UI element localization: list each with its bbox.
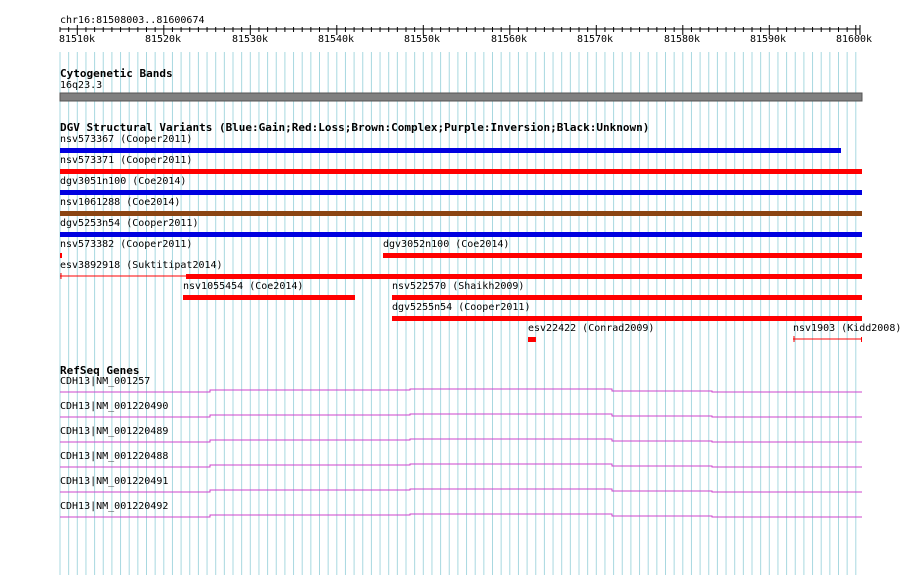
refseq-gene-label[interactable]: CDH13|NM_001257 bbox=[60, 376, 151, 387]
dgv-feature-bar bbox=[392, 295, 862, 300]
ruler-tick-label: 81510k bbox=[58, 34, 96, 45]
dgv-feature-bar bbox=[383, 253, 862, 258]
refseq-gene-line bbox=[60, 414, 862, 417]
refseq-gene-line bbox=[60, 514, 862, 517]
dgv-feature-label[interactable]: nsv522570 (Shaikh2009) bbox=[392, 281, 525, 292]
ruler-tick-label: 81580k bbox=[663, 34, 701, 45]
dgv-feature-label[interactable]: nsv1061288 (Coe2014) bbox=[60, 197, 181, 208]
dgv-feature-bar bbox=[186, 274, 862, 279]
dgv-feature-label[interactable]: nsv573367 (Cooper2011) bbox=[60, 134, 193, 145]
dgv-feature-label[interactable]: nsv573382 (Cooper2011) bbox=[60, 239, 193, 250]
dgv-feature-label[interactable]: nsv1055454 (Coe2014) bbox=[183, 281, 304, 292]
ruler-tick-label: 81570k bbox=[576, 34, 614, 45]
dgv-feature-bar bbox=[60, 211, 862, 216]
ruler-tick-label: 81550k bbox=[403, 34, 441, 45]
dgv-feature-bar bbox=[60, 190, 862, 195]
refseq-gene-line bbox=[60, 489, 862, 492]
refseq-gene-line bbox=[60, 439, 862, 442]
location-label: chr16:81508003..81600674 bbox=[60, 15, 205, 26]
refseq-gene-label[interactable]: CDH13|NM_001220490 bbox=[60, 401, 169, 412]
dgv-feature-label[interactable]: dgv5255n54 (Cooper2011) bbox=[392, 302, 531, 313]
refseq-gene-line bbox=[60, 464, 862, 467]
cytoband-track-title: Cytogenetic Bands bbox=[60, 67, 173, 80]
dgv-feature-label[interactable]: dgv5253n54 (Cooper2011) bbox=[60, 218, 199, 229]
ruler-tick-label: 81600k bbox=[835, 34, 873, 45]
dgv-feature-bar bbox=[183, 295, 355, 300]
cytoband-label: 16q23.3 bbox=[60, 80, 103, 91]
dgv-feature-bar bbox=[528, 337, 536, 342]
refseq-track-title: RefSeq Genes bbox=[60, 364, 140, 377]
ruler-tick-label: 81520k bbox=[144, 34, 182, 45]
refseq-gene-label[interactable]: CDH13|NM_001220492 bbox=[60, 501, 169, 512]
ruler-tick-label: 81590k bbox=[749, 34, 787, 45]
dgv-feature-label[interactable]: esv3892918 (Suktitipat2014) bbox=[60, 260, 223, 271]
ruler-tick-label: 81530k bbox=[231, 34, 269, 45]
dgv-feature-label[interactable]: nsv573371 (Cooper2011) bbox=[60, 155, 193, 166]
ruler-tick-label: 81560k bbox=[490, 34, 528, 45]
dgv-feature-label[interactable]: dgv3051n100 (Coe2014) bbox=[60, 176, 187, 187]
dgv-feature-end bbox=[861, 337, 862, 342]
cytoband-bar bbox=[60, 93, 862, 101]
dgv-feature-bar bbox=[60, 253, 62, 258]
refseq-gene-label[interactable]: CDH13|NM_001220489 bbox=[60, 426, 169, 437]
dgv-feature-label[interactable]: dgv3052n100 (Coe2014) bbox=[383, 239, 510, 250]
dgv-feature-bar bbox=[60, 148, 841, 153]
refseq-gene-label[interactable]: CDH13|NM_001220491 bbox=[60, 476, 169, 487]
dgv-feature-bar bbox=[60, 169, 862, 174]
dgv-feature-bar bbox=[392, 316, 862, 321]
dgv-feature-label[interactable]: nsv1903 (Kidd2008) bbox=[793, 323, 901, 334]
ruler-tick-label: 81540k bbox=[317, 34, 355, 45]
dgv-feature-label[interactable]: esv22422 (Conrad2009) bbox=[528, 323, 655, 334]
refseq-gene-label[interactable]: CDH13|NM_001220488 bbox=[60, 451, 169, 462]
dgv-track-title: DGV Structural Variants (Blue:Gain;Red:Loss;Brown:Complex;Purple:Inversion;Black:Unknown) bbox=[60, 121, 650, 134]
dgv-feature-bar bbox=[60, 232, 862, 237]
refseq-gene-line bbox=[60, 389, 862, 392]
